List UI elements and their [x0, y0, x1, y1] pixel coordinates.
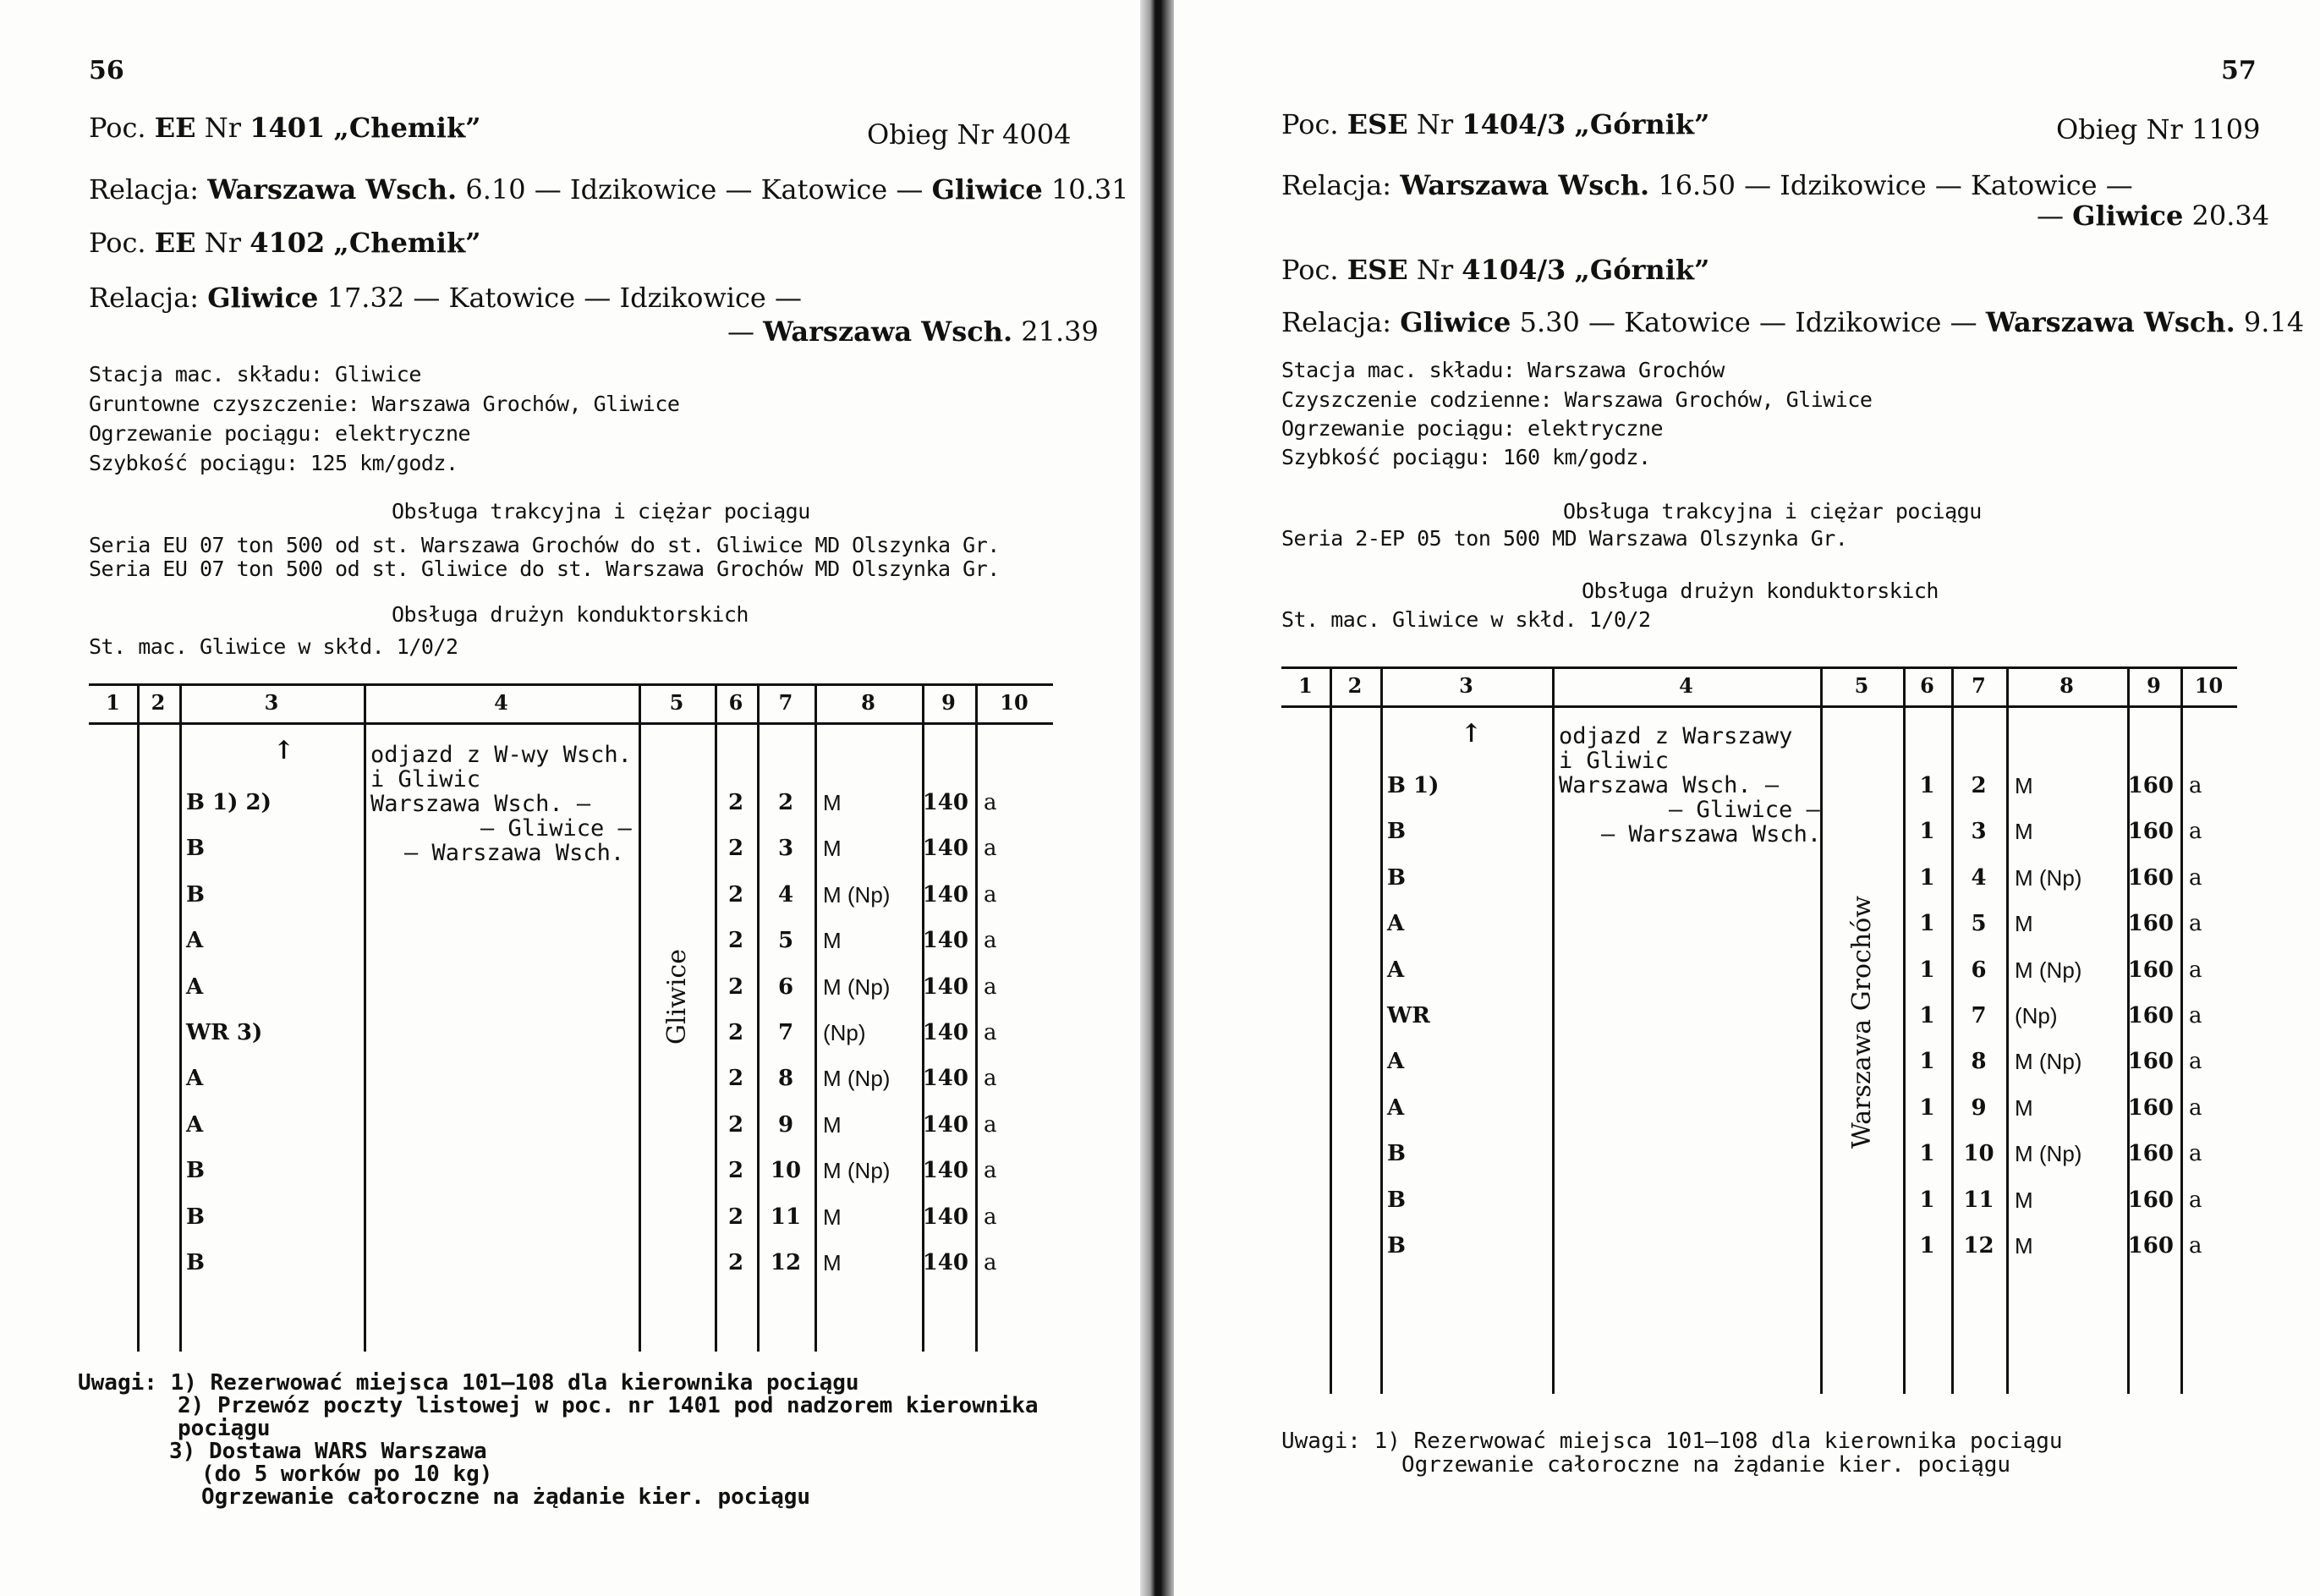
notes-block	[78, 1372, 1140, 1509]
table-cell-c3: A	[1387, 957, 1405, 983]
route-note-line: Warszawa Wsch. —	[370, 791, 591, 817]
table-cell-c6: 2	[727, 1204, 744, 1230]
train-name: „Chemik”	[333, 112, 481, 144]
table-header-cell: 9	[2147, 673, 2161, 698]
table-cell-c10: a	[2189, 1187, 2202, 1213]
table-cell-c7: 3	[777, 836, 794, 862]
table-cell-c6: 2	[727, 836, 744, 862]
table-header-cell: 8	[2059, 673, 2074, 698]
table-cell-c9: 140	[922, 1111, 968, 1138]
info-line: Szybkość pociągu: 125 km/godz.	[89, 451, 458, 475]
relation-label: Relacja:	[1281, 306, 1392, 338]
relation-line	[1281, 306, 2304, 338]
table-cell-c3: B	[1387, 1233, 1406, 1259]
relation-to-prefix: —	[727, 315, 754, 348]
table-cell-c9: 140	[922, 974, 968, 1000]
crew-title: Obsługa drużyn konduktorskich	[392, 602, 749, 627]
table-cell-c8: M (Np)	[823, 1066, 891, 1092]
table-cell-c9: 140	[922, 1020, 968, 1045]
note-line: Ogrzewanie całoroczne na żądanie kier. pociągu	[1401, 1452, 2011, 1478]
table-cell-c3: B	[1387, 864, 1406, 891]
crew-line: St. mac. Gliwice w skłd. 1/0/2	[1281, 607, 1651, 632]
table-header-cell: 8	[861, 690, 875, 715]
info-line: Ogrzewanie pociągu: elektryczne	[89, 421, 471, 446]
table-cell-c9: 160	[2127, 1003, 2174, 1028]
right-page	[1174, 0, 2320, 1596]
traction-title: Obsługa trakcyjna i ciężar pociągu	[1563, 499, 1982, 524]
relation-to-time: 10.31	[1050, 173, 1129, 206]
table-header-rule	[89, 722, 1053, 725]
train-header	[89, 112, 481, 144]
table-cell-c6: 1	[1919, 1187, 1935, 1213]
table-cell-c7: 8	[777, 1066, 794, 1092]
table-cell-c10: a	[2189, 773, 2202, 798]
table-cell-c3: A	[1387, 1049, 1405, 1075]
relation-label: Relacja:	[89, 173, 200, 206]
info-line: Stacja mac. składu: Warszawa Grochów	[1281, 358, 1725, 382]
table-cell-c6: 2	[727, 1066, 744, 1092]
relation-from: Warszawa Wsch.	[207, 173, 458, 206]
table-cell-c3: A	[186, 974, 204, 1000]
table-cell-c6: 1	[1919, 1233, 1935, 1259]
route-note-line: odjazd z W-wy Wsch.	[370, 742, 632, 768]
relation-from: Gliwice	[1400, 306, 1511, 338]
table-header-cell: 9	[941, 690, 956, 715]
table-cell-c10: a	[2189, 1141, 2202, 1167]
table-header-cell: 10	[2194, 673, 2224, 698]
relation-line	[1281, 169, 2133, 201]
train-number: 4102	[250, 227, 326, 259]
relation-to-time: 20.34	[2191, 200, 2270, 232]
table-cell-c6: 1	[1919, 819, 1935, 845]
info-line: Stacja mac. składu: Gliwice	[89, 362, 421, 387]
table-cell-c10: a	[984, 790, 997, 815]
table-cell-c6: 2	[727, 1111, 744, 1138]
table-cell-c10: a	[984, 974, 997, 1000]
table-column-divider	[2006, 666, 2009, 1394]
table-cell-c9: 160	[2127, 1233, 2174, 1259]
table-cell-c9: 140	[922, 1158, 968, 1184]
table-cell-c9: 140	[922, 928, 968, 954]
obieg-number: 1109	[2191, 113, 2261, 145]
train-prefix: Poc.	[1281, 108, 1339, 140]
table-cell-c3: A	[186, 928, 204, 954]
table-column-divider	[1380, 666, 1383, 1394]
obieg	[2056, 113, 2260, 145]
table-cell-c7: 4	[1971, 864, 1987, 891]
train-number: 1404/3	[1462, 108, 1566, 140]
table-cell-c3: B	[186, 836, 205, 862]
table-cell-c9: 160	[2127, 1049, 2174, 1075]
table-cell-c8: M (Np)	[823, 1158, 891, 1184]
train-category: ESE	[1346, 108, 1408, 140]
table-cell-c8: (Np)	[2015, 1003, 2058, 1028]
table-cell-c10: a	[2189, 1094, 2202, 1121]
table-cell-c9: 160	[2127, 911, 2174, 937]
table-cell-c7: 6	[1971, 957, 1987, 983]
table-cell-c7: 11	[1963, 1187, 1994, 1213]
table-cell-c7: 10	[770, 1158, 802, 1184]
table-cell-c6: 2	[727, 1250, 744, 1275]
table-cell-c10: a	[2189, 1233, 2202, 1259]
table-header-rule	[1281, 705, 2237, 708]
table-cell-c3: B	[186, 881, 205, 908]
note-line: Uwagi: 1) Rezerwować miejsca 101—108 dla kierownika pociągu	[1281, 1429, 2063, 1454]
table-cell-c10: a	[984, 928, 997, 954]
table-cell-c6: 1	[1919, 864, 1935, 891]
table-cell-c9: 140	[922, 1204, 968, 1230]
table-cell-c7: 12	[770, 1250, 802, 1275]
table-cell-c10: a	[2189, 911, 2202, 937]
table-cell-c7: 5	[1971, 911, 1987, 937]
table-cell-c10: a	[2189, 957, 2202, 983]
table-cell-c9: 140	[922, 881, 968, 908]
table-cell-c8: M	[2015, 819, 2033, 845]
train-header	[1281, 254, 1709, 286]
table-header-cell: 1	[1298, 673, 1313, 698]
table-cell-c7: 7	[1971, 1003, 1987, 1028]
train-nr-label: Nr	[204, 112, 242, 144]
table-cell-c3: A	[186, 1066, 204, 1092]
table-header-cell: 5	[1854, 673, 1869, 698]
table-header-cell: 1	[106, 690, 120, 715]
relation-to: Gliwice	[2072, 200, 2184, 232]
left-page	[0, 0, 1140, 1596]
relation-from-time: 16.50	[1658, 169, 1736, 201]
table-column-divider	[975, 683, 978, 1352]
route-note-line: — Gliwice —	[1669, 797, 1820, 823]
table-column-divider	[1552, 666, 1555, 1394]
table-cell-c8: M	[823, 1250, 842, 1275]
table-cell-c6: 2	[727, 1158, 744, 1184]
table-cell-c8: M	[823, 1111, 842, 1138]
table-cell-c8: M	[2015, 1233, 2033, 1259]
crew-line: St. mac. Gliwice w skłd. 1/0/2	[89, 634, 458, 659]
table-cell-c6: 1	[1919, 773, 1935, 798]
table-cell-c10: a	[984, 1066, 997, 1092]
station-vertical-label: Warszawa Grochów	[1846, 895, 1877, 1149]
table-cell-c10: a	[2189, 864, 2202, 891]
relation-via: — Idzikowice — Katowice —	[1744, 169, 2133, 201]
train-category: ESE	[1346, 254, 1408, 286]
table-cell-c6: 2	[727, 928, 744, 954]
relation-to: Gliwice	[931, 173, 1043, 206]
table-cell-c6: 2	[727, 790, 744, 815]
notes-block	[1281, 1429, 2063, 1477]
table-cell-c9: 160	[2127, 819, 2174, 845]
relation-line	[89, 282, 802, 314]
relation-to: Warszawa Wsch.	[763, 315, 1013, 348]
table-cell-c7: 5	[777, 928, 794, 954]
train-number: 4104/3	[1462, 254, 1566, 286]
table-header-cell: 3	[1459, 673, 1473, 698]
table-cell-c6: 1	[1919, 1003, 1935, 1028]
table-cell-c7: 2	[1971, 773, 1987, 798]
table-cell-c9: 160	[2127, 1094, 2174, 1121]
table-column-divider	[179, 683, 182, 1352]
table-cell-c9: 160	[2127, 957, 2174, 983]
table-cell-c8: M (Np)	[2015, 1049, 2082, 1075]
table-column-divider	[814, 683, 817, 1352]
table-cell-c7: 11	[770, 1204, 802, 1230]
info-line: Szybkość pociągu: 160 km/godz.	[1281, 445, 1651, 469]
table-cell-c8: M (Np)	[823, 881, 891, 908]
train-number: 1401	[250, 112, 326, 144]
route-note-line: odjazd z Warszawy	[1559, 723, 1793, 749]
table-cell-c8: M	[2015, 1094, 2033, 1121]
table-cell-c8: M (Np)	[823, 974, 891, 1000]
table-header-cell: 10	[1000, 690, 1028, 715]
train-prefix: Poc.	[1281, 254, 1339, 286]
relation-label: Relacja:	[1281, 169, 1392, 201]
book-gutter	[1140, 0, 1174, 1596]
table-cell-c8: M	[823, 790, 842, 815]
relation-to-time: 21.39	[1021, 315, 1099, 348]
table-cell-c10: a	[984, 1158, 997, 1184]
page-number: 56	[89, 56, 124, 85]
info-line: Czyszczenie codzienne: Warszawa Grochów, Gliwice	[1281, 387, 1873, 412]
train-header	[89, 227, 481, 259]
table-column-divider	[364, 683, 366, 1352]
traction-title: Obsługa trakcyjna i ciężar pociągu	[392, 499, 810, 524]
table-cell-c9: 140	[922, 836, 968, 862]
relation-from: Gliwice	[207, 282, 319, 314]
table-cell-c7: 12	[1963, 1233, 1994, 1259]
table-cell-c7: 9	[777, 1111, 794, 1138]
station-vertical-label: Gliwice	[661, 948, 692, 1045]
train-category: EE	[154, 112, 196, 144]
train-nr-label: Nr	[204, 227, 242, 259]
table-cell-c6: 1	[1919, 1141, 1935, 1167]
route-note-line: — Warszawa Wsch.	[1601, 821, 1822, 847]
table-top-rule	[89, 683, 1053, 686]
table-cell-c8: M	[2015, 911, 2033, 937]
up-arrow-icon: ↑	[273, 736, 295, 765]
relation-to-prefix: —	[2037, 200, 2064, 232]
table-cell-c3: WR 3)	[186, 1020, 263, 1045]
traction-line: Seria 2-EP 05 ton 500 MD Warszawa Olszynka Gr.	[1281, 526, 1848, 551]
train-category: EE	[154, 227, 196, 259]
table-header-cell: 6	[1920, 673, 1934, 698]
relation-from-time: 6.10	[465, 173, 526, 206]
table-cell-c7: 3	[1971, 819, 1987, 845]
table-cell-c3: B	[1387, 1141, 1406, 1167]
table-cell-c3: A	[186, 1111, 204, 1138]
table-cell-c7: 9	[1971, 1094, 1987, 1121]
obieg	[867, 118, 1071, 151]
table-cell-c9: 140	[922, 1250, 968, 1275]
table-column-divider	[2180, 666, 2183, 1394]
table-header-cell: 5	[669, 690, 684, 715]
table-cell-c10: a	[2189, 1049, 2202, 1075]
table-top-rule	[1281, 666, 2237, 669]
table-cell-c3: A	[1387, 911, 1405, 937]
table-cell-c7: 2	[777, 790, 794, 815]
relation-line	[89, 173, 1129, 206]
note-line: (do 5 worków po 10 kg)	[201, 1462, 493, 1487]
info-line: Gruntowne czyszczenie: Warszawa Grochów, Gliwice	[89, 392, 680, 416]
table-cell-c6: 1	[1919, 1049, 1935, 1075]
table-cell-c10: a	[984, 1250, 997, 1275]
table-cell-c3: B	[186, 1158, 205, 1184]
relation-line-cont	[2037, 200, 2269, 232]
table-cell-c10: a	[2189, 1003, 2202, 1028]
relation-via: — Idzikowice — Katowice —	[534, 173, 924, 206]
table-cell-c6: 2	[727, 974, 744, 1000]
train-name: „Górnik”	[1574, 254, 1710, 286]
train-name: „Górnik”	[1574, 108, 1710, 140]
table-cell-c10: a	[984, 1111, 997, 1138]
table-cell-c6: 1	[1919, 911, 1935, 937]
table-cell-c7: 4	[777, 881, 794, 908]
route-note-line: — Warszawa Wsch.	[404, 840, 625, 866]
note-line: Ogrzewanie całoroczne na żądanie kier. pociągu	[201, 1484, 811, 1510]
consist-table	[1281, 666, 2237, 1394]
obieg-number: 4004	[1002, 118, 1072, 151]
relation-line-cont	[727, 315, 1099, 348]
table-cell-c9: 160	[2127, 773, 2174, 798]
note-line: 2) Przewóz poczty listowej w poc. nr 1401 pod nadzorem kierownika pociągu	[178, 1393, 1039, 1441]
relation-from-time: 5.30	[1519, 306, 1580, 338]
train-nr-label: Nr	[1416, 108, 1454, 140]
relation-to-time: 9.14	[2243, 306, 2305, 338]
table-cell-c8: M	[2015, 773, 2033, 798]
relation-to: Warszawa Wsch.	[1985, 306, 2235, 338]
train-name: „Chemik”	[333, 227, 481, 259]
table-header-cell: 7	[1972, 673, 1986, 698]
table-cell-c6: 1	[1919, 1094, 1935, 1121]
table-cell-c3: B	[186, 1250, 205, 1275]
table-cell-c9: 160	[2127, 1187, 2174, 1213]
table-cell-c8: M	[823, 1204, 842, 1230]
table-cell-c10: a	[984, 1020, 997, 1045]
consist-table	[89, 683, 1053, 1360]
relation-via: — Katowice — Idzikowice —	[413, 282, 802, 314]
crew-title: Obsługa drużyn konduktorskich	[1582, 579, 1939, 603]
table-column-divider	[639, 683, 641, 1352]
table-cell-c3: A	[1387, 1094, 1405, 1121]
traction-line: Seria EU 07 ton 500 od st. Warszawa Grochów do st. Gliwice MD Olszynka Gr.	[89, 533, 1000, 557]
info-line: Ogrzewanie pociągu: elektryczne	[1281, 416, 1664, 441]
route-note-line: Warszawa Wsch. —	[1559, 772, 1780, 798]
relation-from: Warszawa Wsch.	[1400, 169, 1650, 201]
relation-label: Relacja:	[89, 282, 200, 314]
page-number: 57	[2221, 56, 2257, 85]
table-cell-c3: B 1) 2)	[186, 790, 271, 815]
table-cell-c8: (Np)	[823, 1020, 866, 1045]
table-cell-c10: a	[984, 836, 997, 862]
obieg-label: Obieg Nr	[2056, 113, 2183, 145]
table-cell-c10: a	[984, 1204, 997, 1230]
note-line: 3) Dostawa WARS Warszawa	[169, 1439, 487, 1464]
table-header-cell: 7	[778, 690, 793, 715]
route-note-line: — Gliwice —	[480, 815, 632, 842]
table-cell-c8: M (Np)	[2015, 864, 2082, 891]
table-cell-c6: 2	[727, 881, 744, 908]
table-cell-c8: M (Np)	[2015, 957, 2082, 983]
table-header-cell: 2	[1347, 673, 1363, 698]
table-cell-c3: WR	[1387, 1003, 1430, 1028]
train-prefix: Poc.	[89, 112, 146, 144]
table-header-cell: 6	[728, 690, 743, 715]
table-cell-c3: B	[1387, 1187, 1406, 1213]
table-cell-c6: 1	[1919, 957, 1935, 983]
table-cell-c10: a	[2189, 819, 2202, 845]
table-cell-c7: 6	[777, 974, 794, 1000]
table-cell-c3: B	[1387, 819, 1406, 845]
table-cell-c3: B	[186, 1204, 205, 1230]
table-cell-c9: 160	[2127, 864, 2174, 891]
table-cell-c8: M	[823, 836, 842, 862]
table-cell-c3: B 1)	[1387, 773, 1440, 798]
route-note	[370, 743, 632, 865]
table-cell-c8: M (Np)	[2015, 1141, 2082, 1167]
table-cell-c9: 140	[922, 1066, 968, 1092]
table-column-divider	[1330, 666, 1332, 1394]
table-cell-c6: 2	[727, 1020, 744, 1045]
table-cell-c9: 140	[922, 790, 968, 815]
table-cell-c7: 10	[1963, 1141, 1994, 1167]
table-header-cell: 4	[494, 690, 508, 715]
train-header	[1281, 108, 1709, 140]
table-header-cell: 2	[151, 690, 166, 715]
up-arrow-icon: ↑	[1461, 719, 1483, 749]
table-column-divider	[137, 683, 140, 1352]
table-header-cell: 4	[1679, 673, 1693, 698]
train-prefix: Poc.	[89, 227, 146, 259]
obieg-label: Obieg Nr	[867, 118, 994, 151]
table-cell-c9: 160	[2127, 1141, 2174, 1167]
train-nr-label: Nr	[1416, 254, 1454, 286]
relation-from-time: 17.32	[326, 282, 405, 314]
route-note-line: i Gliwic	[370, 766, 481, 793]
route-note	[1559, 724, 1821, 847]
table-header-cell: 3	[264, 690, 279, 715]
table-cell-c8: M	[823, 928, 842, 954]
table-cell-c7: 8	[1971, 1049, 1987, 1075]
traction-line: Seria EU 07 ton 500 od st. Gliwice do st. Warszawa Grochów MD Olszynka Gr.	[89, 557, 1000, 581]
note-line: Uwagi: 1) Rezerwować miejsca 101—108 dla kierownika pociągu	[78, 1370, 859, 1396]
table-cell-c7: 7	[777, 1020, 794, 1045]
route-note-line: i Gliwic	[1559, 748, 1670, 774]
relation-via: — Katowice — Idzikowice —	[1588, 306, 1977, 338]
table-cell-c10: a	[984, 881, 997, 908]
table-cell-c8: M	[2015, 1187, 2033, 1213]
